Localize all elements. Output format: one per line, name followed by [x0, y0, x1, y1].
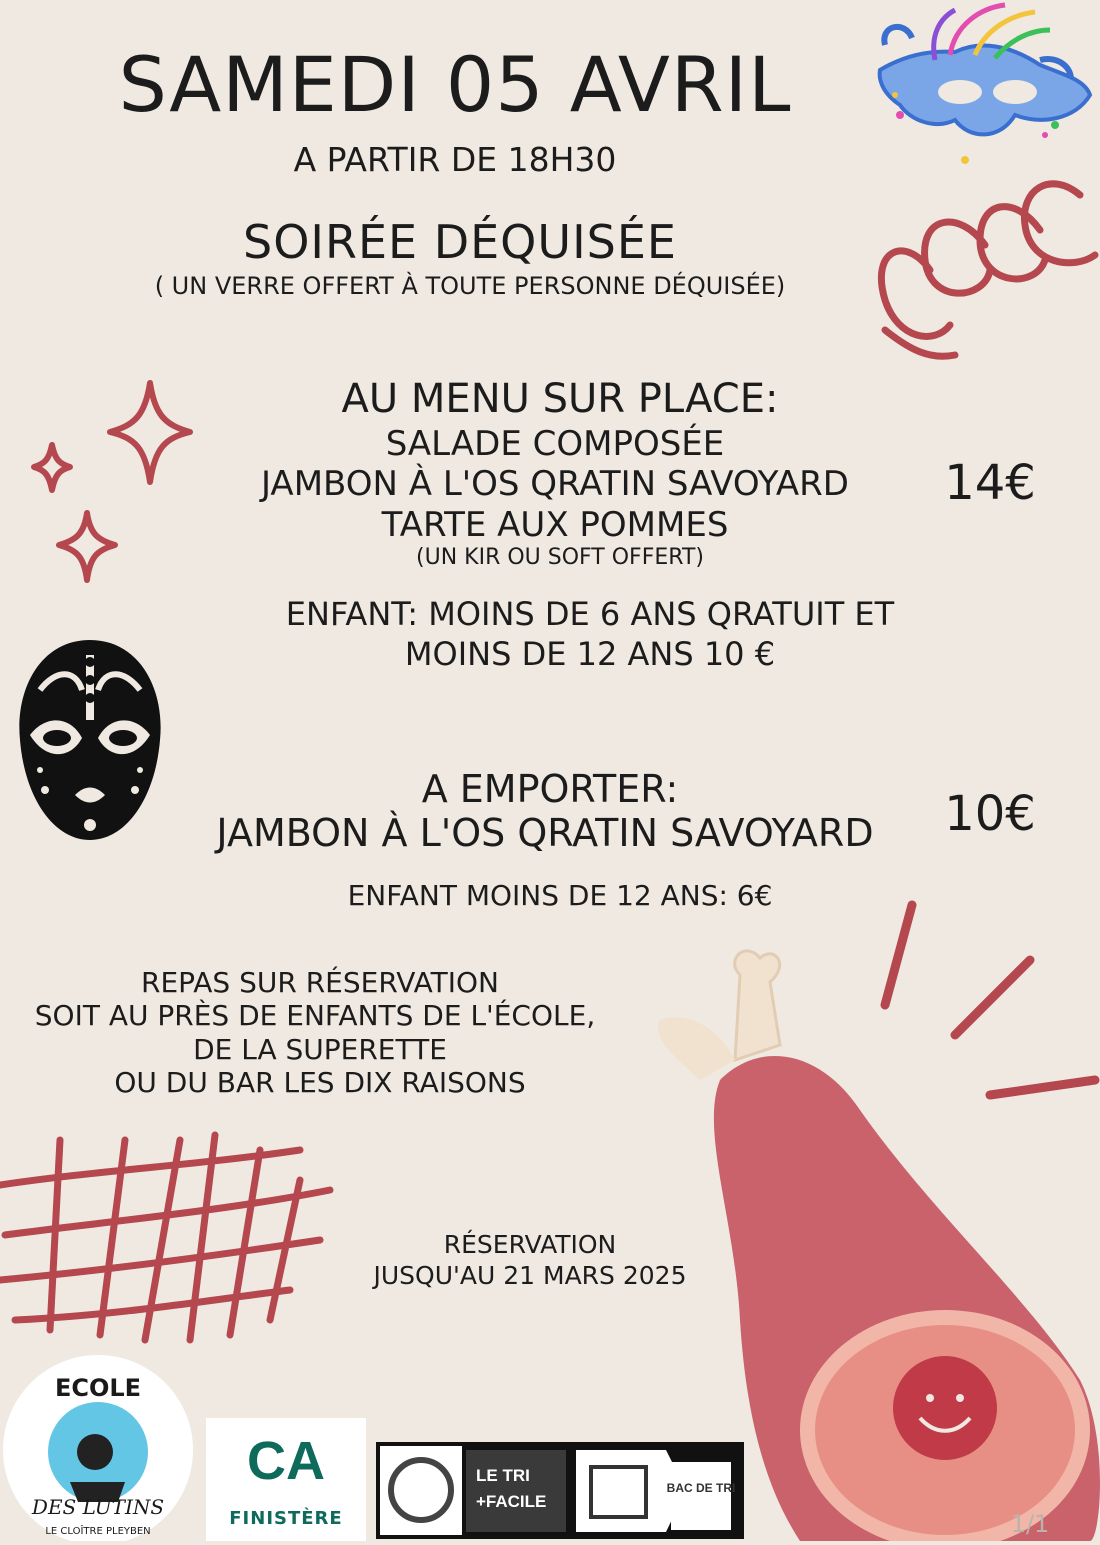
dash-strokes — [885, 905, 1095, 1095]
bin-label: BAC DE TRI — [666, 1481, 736, 1495]
reservation-line: OU DU BAR LES DIX RAISONS — [114, 1066, 526, 1099]
takeaway-kids-price: ENFANT MOINS DE 12 ANS: 6€ — [347, 879, 773, 912]
menu-price: 14€ — [944, 455, 1036, 511]
takeaway-item: JAMBON À L'OS QRATIN SAVOYARD — [216, 811, 874, 855]
carnival-mask-icon — [880, 5, 1090, 164]
takeaway-price: 10€ — [944, 786, 1036, 842]
page-number: 1/1 — [1010, 1510, 1050, 1538]
school-logo-place: LE CLOÎTRE PLEYBEN — [45, 1526, 151, 1537]
crosshatch-scribble — [0, 1135, 330, 1340]
recycling-icon — [376, 1442, 744, 1539]
school-logo — [0, 1352, 196, 1541]
menu-note: (UN KIR OU SOFT OFFERT) — [416, 545, 704, 570]
sparkle-icon — [34, 383, 190, 580]
menu-title: AU MENU SUR PLACE: — [341, 376, 779, 422]
kids-price-line: ENFANT: MOINS DE 6 ANS QRATUIT ET — [285, 595, 895, 633]
school-logo-top-text: ECOLE — [54, 1374, 142, 1402]
reservation-deadline-label: RÉSERVATION — [443, 1230, 617, 1259]
menu-item: JAMBON À L'OS QRATIN SAVOYARD — [261, 464, 849, 504]
event-date-title: SAMEDI 05 AVRIL — [118, 40, 792, 129]
event-start-time: A PARTIR DE 18H30 — [293, 140, 617, 179]
takeaway-title: A EMPORTER: — [421, 767, 679, 811]
bank-mark: CA — [247, 1431, 325, 1491]
event-note: ( UN VERRE OFFERT À TOUTE PERSONNE DÉQUISÉE) — [154, 272, 786, 300]
menu-item: SALADE COMPOSÉE — [385, 424, 725, 464]
reservation-line: DE LA SUPERETTE — [193, 1033, 447, 1066]
school-logo-graphic — [0, 1352, 196, 1541]
school-logo-name: DES LUTINS — [31, 1495, 165, 1519]
tri-facile-logo — [376, 1442, 744, 1539]
loop-scribble — [881, 184, 1095, 356]
tri-label: LE TRI — [476, 1466, 530, 1485]
credit-agricole-logo — [206, 1418, 366, 1541]
menu-item: TARTE AUX POMMES — [381, 505, 729, 545]
tri-label: +FACILE — [476, 1492, 547, 1511]
reservation-line: REPAS SUR RÉSERVATION — [141, 966, 499, 999]
kids-price-line: MOINS DE 12 ANS 10 € — [404, 635, 776, 673]
event-name: SOIRÉE DÉQUISÉE — [243, 215, 677, 269]
reservation-line: SOIT AU PRÈS DE ENFANTS DE L'ÉCOLE, — [34, 999, 596, 1032]
tribal-mask-icon — [19, 640, 160, 840]
bank-region: FINISTÈRE — [229, 1508, 343, 1529]
reservation-deadline-date: JUSQU'AU 21 MARS 2025 — [373, 1261, 687, 1290]
